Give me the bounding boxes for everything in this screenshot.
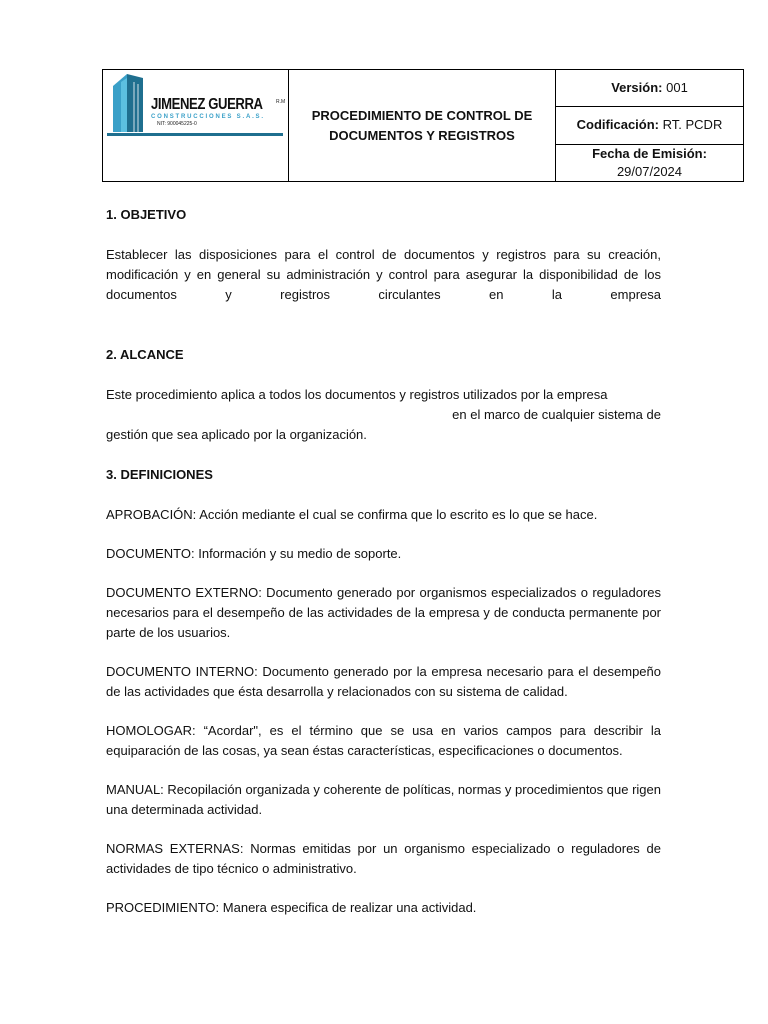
definition-text: Información y su medio de soporte. xyxy=(194,546,402,561)
date-cell xyxy=(556,144,744,181)
section-heading-objetivo: 1. OBJETIVO xyxy=(106,207,187,222)
definition-item xyxy=(106,662,661,702)
alcance-text-line3: gestión que sea aplicado por la organización. xyxy=(106,427,367,442)
definition-text: Manera especifica de realizar una actividad. xyxy=(219,900,477,915)
alcance-text-line2: en el marco de cualquier sistema de xyxy=(452,407,661,422)
definition-term: DOCUMENTO INTERNO: xyxy=(106,664,258,679)
objetivo-text: Establecer las disposiciones para el control de documentos y registros para su creación, modificación y en general su administración y control para asegurar la disponibilidad de los documentos y registros circulantes en la empresa xyxy=(106,247,661,302)
definition-text: Documento generado por organismos especializados o reguladores necesarios para el desempeño de las actividades de la empresa y de conducta permanente por parte de los usuarios. xyxy=(106,585,661,640)
date-value: 29/07/2024 xyxy=(616,163,683,179)
definition-term: APROBACIÓN: xyxy=(106,507,197,522)
section-heading-alcance: 2. ALCANCE xyxy=(106,347,184,362)
document-body xyxy=(106,205,661,937)
code-value: RT. PCDR xyxy=(662,117,723,133)
logo-cell xyxy=(103,70,289,182)
company-nit: NIT: 900045225-0 xyxy=(157,121,197,127)
definition-term: HOMOLOGAR: xyxy=(106,723,196,738)
definition-term: DOCUMENTO EXTERNO: xyxy=(106,585,262,600)
logo-underline xyxy=(107,133,283,136)
version-label: Versión: xyxy=(611,80,663,96)
definition-item xyxy=(106,583,661,643)
definition-text: Acción mediante el cual se confirma que lo escrito es lo que se hace. xyxy=(196,507,598,522)
document-header-table xyxy=(102,69,744,182)
company-name: JIMENEZ GUERRA xyxy=(151,96,263,113)
date-label: Fecha de Emisión: xyxy=(592,145,707,161)
title-cell xyxy=(289,70,556,182)
definition-term: DOCUMENTO: xyxy=(106,546,195,561)
alcance-text-line1: Este procedimiento aplica a todos los documentos y registros utilizados por la empresa xyxy=(106,387,608,402)
registered-mark: R.M xyxy=(276,99,286,105)
definition-term: PROCEDIMIENTO: xyxy=(106,900,220,915)
building-icon xyxy=(107,72,151,134)
version-cell xyxy=(556,70,744,107)
definition-item xyxy=(106,505,661,525)
definition-text: Recopilación organizada y coherente de políticas, normas y procedimientos que rigen una determinada actividad. xyxy=(106,782,661,817)
definition-text: Documento generado por la empresa necesario para el desempeño de las actividades que ésta desarrolla y relacionados con su sistema de calidad. xyxy=(106,664,661,699)
definition-text: Normas emitidas por un organismo especializado o reguladores de actividades de tipo técnico o administrativo. xyxy=(106,841,661,876)
definition-term: NORMAS EXTERNAS: xyxy=(106,841,244,856)
company-subtitle: CONSTRUCCIONES S.A.S. xyxy=(151,114,265,120)
definition-text: “Acordar", es el término que se usa en varios campos para describir la equiparación de las cosas, ya sean éstas características, especificaciones o documentos. xyxy=(106,723,661,758)
section-heading-definiciones: 3. DEFINICIONES xyxy=(106,467,213,482)
definition-item xyxy=(106,898,661,918)
definition-item xyxy=(106,544,661,564)
code-cell xyxy=(556,107,744,144)
definition-item xyxy=(106,780,661,820)
company-logo xyxy=(107,72,284,134)
code-label: Codificación: xyxy=(576,117,659,133)
definition-item xyxy=(106,839,661,879)
definition-item xyxy=(106,721,661,761)
document-title: PROCEDIMIENTO DE CONTROL DE DOCUMENTOS Y REGISTROS xyxy=(311,107,533,143)
definition-term: MANUAL: xyxy=(106,782,164,797)
definitions-list xyxy=(106,505,661,918)
version-value: 001 xyxy=(666,80,688,96)
